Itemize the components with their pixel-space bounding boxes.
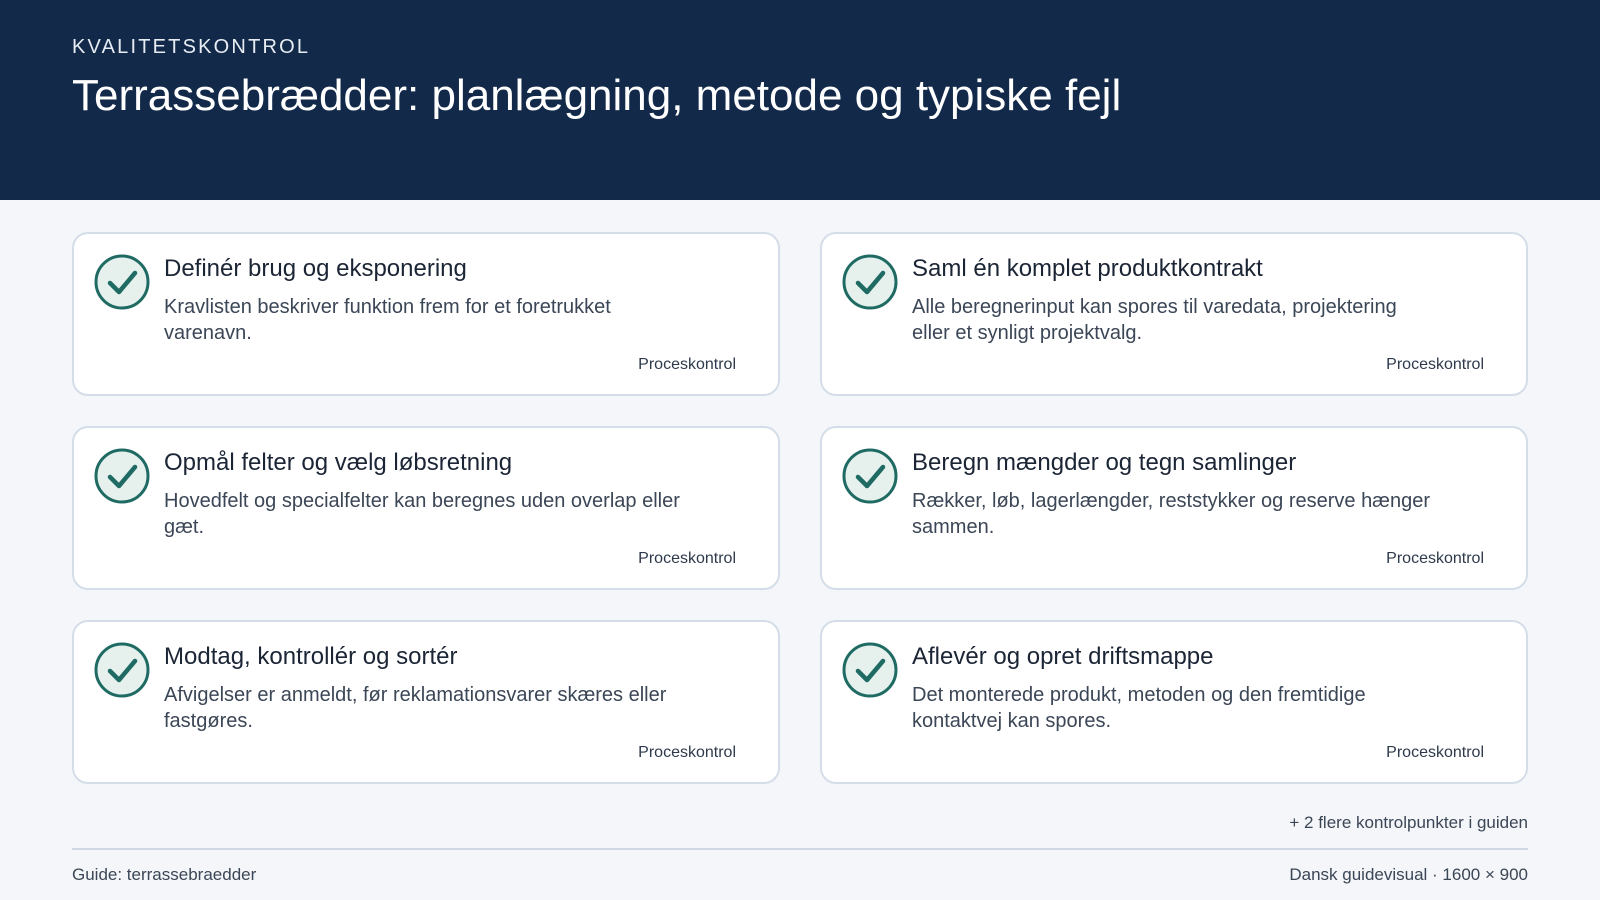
card-tag: Proceskontrol <box>638 744 736 761</box>
card-description: Det monterede produkt, metoden og den fremtidige kontaktvej kan spores. <box>912 684 1366 732</box>
footer-visual-label: Dansk guidevisual · 1600 × 900 <box>1289 865 1528 884</box>
card-tag: Proceskontrol <box>638 550 736 567</box>
card-title: Opmål felter og vælg løbsretning <box>164 449 513 476</box>
card-description: Rækker, løb, lagerlængder, reststykker og reserve hænger sammen. <box>912 490 1430 538</box>
page-eyebrow: KVALITETSKONTROL <box>72 36 311 58</box>
card-description: Hovedfelt og specialfelter kan beregnes uden overlap eller gæt. <box>164 490 680 538</box>
more-checkpoints-note: + 2 flere kontrolpunkter i guiden <box>1289 813 1528 832</box>
check-circle-icon <box>94 642 150 698</box>
card-tag: Proceskontrol <box>1386 356 1484 373</box>
card-description: Kravlisten beskriver funktion frem for et foretrukket varenavn. <box>164 296 611 344</box>
checklist-grid <box>72 232 1528 784</box>
card-title: Aflevér og opret driftsmappe <box>912 643 1214 670</box>
check-circle-icon <box>842 642 898 698</box>
card-title: Beregn mængder og tegn samlinger <box>912 449 1297 476</box>
check-circle-icon <box>842 254 898 310</box>
page-title: Terrassebrædder: planlægning, metode og typiske fejl <box>72 71 1122 120</box>
checklist-card <box>820 620 1528 784</box>
page-header <box>0 0 1600 200</box>
checklist-card <box>72 232 780 396</box>
card-tag: Proceskontrol <box>638 356 736 373</box>
checklist-card <box>72 426 780 590</box>
check-circle-icon <box>94 448 150 504</box>
footer-divider <box>72 848 1528 850</box>
card-tag: Proceskontrol <box>1386 744 1484 761</box>
check-circle-icon <box>94 254 150 310</box>
footer-guide-label: Guide: terrassebraedder <box>72 865 257 884</box>
card-description: Alle beregnerinput kan spores til varedata, projektering eller et synligt projektvalg. <box>912 296 1397 344</box>
card-title: Modtag, kontrollér og sortér <box>164 643 458 670</box>
card-title: Definér brug og eksponering <box>164 255 467 282</box>
checklist-card <box>72 620 780 784</box>
card-title: Saml én komplet produktkontrakt <box>912 255 1263 282</box>
checklist-card <box>820 426 1528 590</box>
card-tag: Proceskontrol <box>1386 550 1484 567</box>
card-description: Afvigelser er anmeldt, før reklamationsvarer skæres eller fastgøres. <box>164 684 667 732</box>
checklist-card <box>820 232 1528 396</box>
check-circle-icon <box>842 448 898 504</box>
